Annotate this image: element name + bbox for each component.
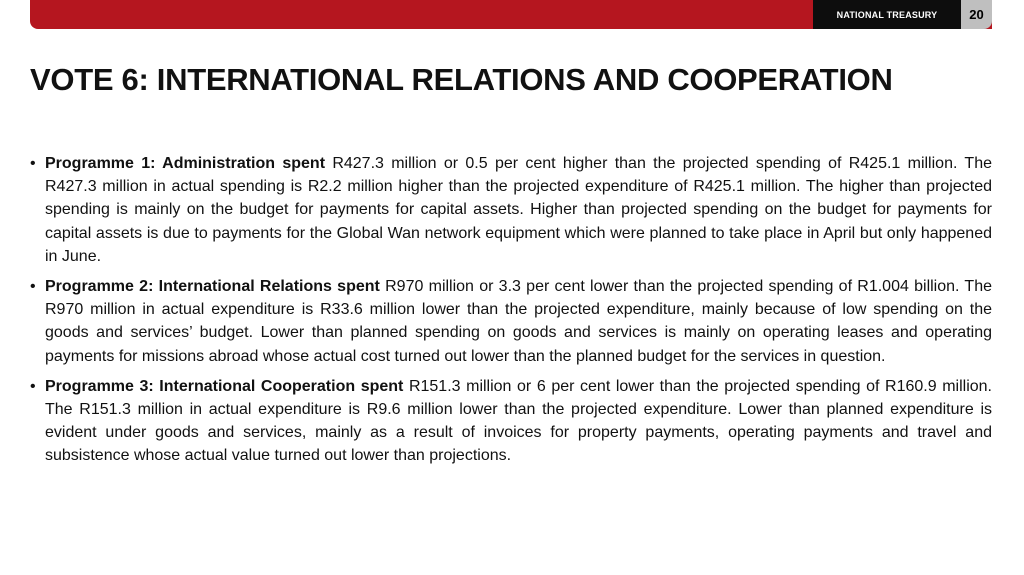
slide-title: VOTE 6: INTERNATIONAL RELATIONS AND COOPERATION <box>30 62 893 97</box>
bullet-text: R970 million or 3.3 per cent lower than the projected spending of R1.004 billion. The R970 million in actual expenditure is R33.6 million lower than the projected expenditure, mainly because of low spending on the goods and services’ budget. Lower than planned spending on goods and services is mainly on operating leases and operating payments for missions abroad whose actual cost turned out lower than the planned budget for the services in question. <box>45 278 993 365</box>
bullet-icon: • <box>30 278 36 296</box>
bullet-item-programme-3 <box>30 375 992 468</box>
brand-label: NATIONAL TREASURY <box>836 9 938 20</box>
page-number-box <box>961 0 992 29</box>
bullet-text: R151.3 million or 6 per cent lower than the projected spending of R160.9 million. The R151.3 million in actual expenditure is R9.6 million lower than the projected expenditure. Lower than planned expenditure is evident under goods and services, mainly as a result of invoices for property payments, operating payments and travel and subsistence whose actual value turned out lower than projections. <box>45 377 992 465</box>
bullet-text: R427.3 million or 0.5 per cent higher than the projected spending of R425.1 million. The R427.3 million in actual spending is R2.2 million higher than the projected expenditure of R425.1 million. The higher than projected spending is mainly on the budget for payments for capital assets. Higher than projected spending on the budget for payments for capital assets is due to payments for the Global Wan network equipment which were planned to take place in April but only happened in June. <box>45 155 992 265</box>
bullet-list <box>30 152 992 475</box>
bullet-heading: Programme 3: International Cooperation spent <box>45 377 404 395</box>
page-number: 20 <box>969 7 984 22</box>
bullet-heading: Programme 1: Administration spent <box>45 155 326 172</box>
bullet-icon: • <box>30 155 36 172</box>
bullet-icon: • <box>30 377 36 395</box>
bullet-item-programme-1 <box>30 152 992 268</box>
bullet-heading: Programme 2: International Relations spent <box>45 278 380 296</box>
bullet-item-programme-2 <box>30 275 992 368</box>
brand-label-box <box>813 0 961 29</box>
